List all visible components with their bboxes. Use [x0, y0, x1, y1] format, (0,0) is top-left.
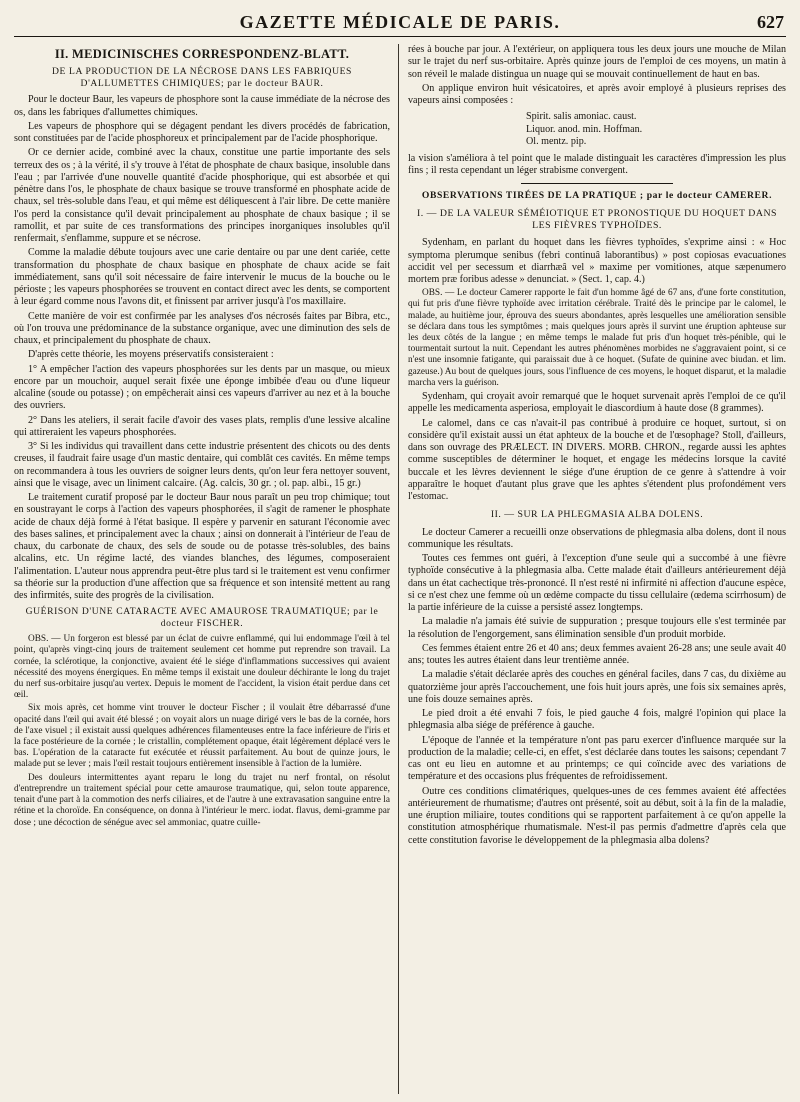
paragraph: Six mois après, cet homme vint trouver le docteur Fischer ; il voulait être débarrassé d'une opacité dans l'œil qui avait été blessé ; on voyait alors un nuage dirigé vers le bas de la cornée, hors de l'axe visuel ; il existait aussi quelques adhérences filamenteuses entre la face inférieure de l'iris et la face postérieure de la cornée ; le cristallin, complétement opaque, était légèrement déplacé vers le bas. L'opération de la cataracte fut exécutée et réussit parfaitement. Au bout de quinze jours, le malade put se lever ; mais l'œil restait toujours entièrement insensible à l'action de la lumière. — [14, 703, 390, 770]
journal-title: GAZETTE MÉDICALE DE PARIS. — [239, 12, 561, 32]
paragraph: Le pied droit a été envahi 7 fois, le pied gauche 4 fois, malgré l'opinion qui place la phlegmasia alba siége de préférence à gauche. — [408, 708, 786, 732]
divider — [521, 183, 672, 184]
paragraph: La maladie s'était déclarée après des couches en général faciles, dans 7 cas, du dixième au quatorzième jour après l'accouchement, une fois huit jours après, une fois six semaines après, une fois douze semaines après. — [408, 669, 786, 705]
paragraph: la vision s'améliora à tel point que le malade distinguait les caractères d'impression les plus fins ; il resta cependant un léger strabisme convergent. — [408, 152, 786, 176]
subsection-title-hoquet: I. — DE LA VALEUR SÉMÉIOTIQUE ET PRONOSTIQUE DU HOQUET DANS LES FIÈVRES TYPHOÏDES. — [417, 207, 777, 231]
formula-line: Ol. mentz. pip. — [526, 136, 587, 148]
paragraph: Pour le docteur Baur, les vapeurs de phosphore sont la cause immédiate de la nécrose des os, dans les fabriques d'allumettes chimiques. — [14, 94, 390, 118]
paragraph: Comme la maladie débute toujours avec une carie dentaire ou par une dent cariée, cette transformation du phosphate de chaux basique en phosphate de chaux acide se fait immédiatement, sans qu'il soit nécessaire de faire intervenir le mucus de la bouche ou le périoste ; les vapeurs phosphorées se trouvent en contact direct avec les dents, se comportent à leur égard comme nous l'avons dit, et finissent par arriver jusqu'à l'os maxillaire. — [14, 247, 390, 308]
paragraph: On applique environ huit vésicatoires, et après avoir employé à plusieurs reprises des vapeurs ainsi composées : — [408, 82, 786, 106]
paragraph: OBS. — Un forgeron est blessé par un éclat de cuivre enflammé, qui lui endommage l'œil à tel point, qu'après vingt-cinq jours de traitement seulement cet homme put reprendre son travail. La cornée, la sclérotique, la conjonctive, avaient été le siége d'inflammations successives qui avaient nécessité des moyens énergiques. En même temps il existait une douleur déchirante le long du trajet du nerf sus-orbitaire jusqu'au vertex. Depuis le moment de l'accident, la vision était perdue dans cet œil. — [14, 634, 390, 701]
paragraph: 3° Si les individus qui travaillent dans cette industrie présentent des chicots ou des dents creuses, il faudrait faire usage d'un mastic dentaire, qui comblât ces cavités. En même temps on recommandera à tous les ouvriers de soigner leurs dents, qu'on leur fera nettoyer souvent, ainsi que le visage, avec un liniment calcaire. (Ag. calcis, 30 gr. ; ol. pap. albi., 15 gr.) — [14, 441, 390, 489]
paragraph: Le docteur Camerer a recueilli onze observations de phlegmasia alba dolens, dont il nous communique les résultats. — [408, 526, 786, 550]
paragraph: Sydenham, qui croyait avoir remarqué que le hoquet survenait après l'emploi de ce qu'il appelle les medicamenta asperiosa, employait le diascordium à haute dose (8 grammes). — [408, 391, 786, 415]
paragraph: 1° A empêcher l'action des vapeurs phosphorées sur les dents par un masque, ou mieux encore par un mouchoir, auquel serait fixée une éponge imbibée d'eau ou d'une liqueur alcaline (soude ou potasse) ; on empêcherait ainsi ces vapeurs d'arriver au nez et à la bouche des ouvriers. — [14, 363, 390, 412]
paragraph: Or ce dernier acide, combiné avec la chaux, constitue une partie importante des sels terreux des os ; à la vérité, il s'y trouve à l'état de phosphate de chaux basique, insoluble dans l'eau ; par l'arrivée d'une nouvelle quantité d'acide phosphorique, qui est absorbée et qui pénètre dans l'os, le phosphate de chaux basique se trouve transformé en phosphate acide de chaux, sel très-soluble dans l'eau, et qui même est déliquescent à l'air libre. De cette manière l'os perd la consistance qu'il devait principalement au phosphate de chaux basique ; il se ramollit, et par suite de ces transformations des principes inorganiques insolubles qu'il renfermait, s'enflamme, suppure et se nécrose. — [14, 147, 390, 244]
paragraph: Les vapeurs de phosphore qui se dégagent pendant les divers procédés de fabrication, sont constituées par de l'acide phosphoreux et principalement par de l'acide phosphorique. — [14, 120, 390, 144]
paragraph: Le traitement curatif proposé par le docteur Baur nous paraît un peu trop chimique; tout en soustrayant le corps à l'action des vapeurs phosphorées, il s'agit de ramener le phosphate acide de chaux déjà formé à l'état basique. Il espère y parvenir en saturant l'économie avec des bases salines, et principalement avec la chaux ; ainsi on donnerait à l'intérieur de l'eau de chaux, du carbonate de chaux, des sels de soude ou de potasse très-solubles, des bains alcalins, etc. Un régime lacté, des viandes blanches, des légumes, composeraient l'alimentation. L'auteur nous apprendra peut-être plus tard si le traitement est venu confirmer sa théorie sur la production d'une affection que sa fréquence et son intensité mettent au rang des infirmités, suite des progrès de la civilisation. — [14, 492, 390, 601]
running-head — [14, 10, 786, 37]
paragraph: Ces femmes étaient entre 26 et 40 ans; deux femmes avaient 26-28 ans; une seule avait 40 ans; toutes les autres étaient dans leur trentième année. — [408, 642, 786, 667]
article-title-cataracte: GUÉRISON D'UNE CATARACTE AVEC AMAUROSE TRAUMATIQUE; par le docteur FISCHER. — [25, 606, 379, 629]
paragraph: 2° Dans les ateliers, il serait facile d'avoir des vases plats, remplis d'une lessive alcaline qui attireraient les vapeurs phosphorées. — [14, 414, 390, 438]
left-column — [14, 44, 390, 1094]
article-title-necrose: DE LA PRODUCTION DE LA NÉCROSE DANS LES FABRIQUES D'ALLUMETTES CHIMIQUES; par le docteur BAUR. — [52, 66, 352, 89]
section-title-camerer: OBSERVATIONS TIRÉES DE LA PRATIQUE ; par le docteur CAMERER. — [421, 190, 773, 202]
paragraph: L'époque de l'année et la température n'ont pas paru exercer d'influence marquée sur la production de la maladie; celle-ci, en effet, s'est déclarée dans toutes les saisons; cependant 7 cas ont eu lieu en automne et au printemps; ce qui coïncide avec des variations de température et des occasions plus fréquentes de refroidissement. — [408, 734, 786, 783]
formula-line: Liquor. anod. min. Hoffman. — [526, 123, 643, 135]
paragraph: Le calomel, dans ce cas n'avait-il pas contribué à produire ce hoquet, surtout, si on considère qu'il existait aussi un état aphteux de la bouche et de l'œsophage? Stoll, d'ailleurs, dans son ouvrage des PRÆLECT. IN DIVERS. MORB. CHRON., regarde aussi les aphtes comme susceptibles de déterminer le hoquet, et engage les médecins lorsque la cavité buccale et les lèvres deviennent le siége d'une éruption de ce genre à s'attendre à voir apparaître le hoquet d'autant plus grave que les aphtes s'étendent plus profondément vers l'estomac. — [408, 417, 786, 503]
observation: OBS. — Le docteur Camerer rapporte le fait d'un homme âgé de 67 ans, d'une forte constitution, qui fut pris d'une fièvre typhoïde avec irritation cérébrale. Traité dès le principe par le calomel, le malade, au huitième jour, éprouva des sueurs abondantes, après lesquelles une amélioration sensible se déclara dans tous les symptômes ; mais quelques jours après il survint une éruption aphteuse sur les deux côtés de la langue ; en même temps le malade fut pris d'un hoquet très-pénible, qui le tourmentait surtout la nuit. Cependant les autres phénomènes morbides ne s'aggravaient point, si ce n'est une insomnie fatigante, qui paraissait due à ce hoquet. (Sufate de quinine avec biudan. et lim. gazeuse.) Au bout de quelques jours, sous l'influence de ces moyens, le hoquet disparut, et la maladie marcha vers la guérison. — [408, 288, 786, 388]
paragraph: Toutes ces femmes ont guéri, à l'exception d'une seule qui a succombé à une fièvre typhoïde consécutive à la phlegmasia alba. Cette malade était d'ailleurs antérieurement déjà dans un état cachectique très-prononcé. Il n'est resté ni infirmité ni affection d'aucune espèce, si ce n'est chez une femme où un œdème compacte du tissu cellulaire (œdema scirrhosum) de la partie inférieure de la cuisse a persisté assez longtemps. — [408, 553, 786, 614]
formula — [526, 111, 786, 149]
paragraph: Outre ces conditions climatériques, quelques-unes de ces femmes avaient été affectées antérieurement de rhumatisme; d'autres ont présenté, soit au début, soit à la fin de la maladie, une éruption miliaire, toutes conditions qui se rapportent parfaitement à ce qu'on appelle la constitution atmosphérique rhumatismale. N'est-il pas permis d'admettre d'après cela que cette constitution favorise le développement de la phlegmasia alba dolens? — [408, 785, 786, 846]
paragraph: Des douleurs intermittentes ayant reparu le long du trajet nu nerf frontal, on résolut d'entreprendre un traitement spécial pour cette amaurose traumatique, qui, selon toute apparence, tenait d'une part à la commotion des nerfs ciliaires, et de l'autre à une extravasation sanguine entre la rétine et la choroïde. En conséquence, on donna à l'intérieur le merc. iodat. flavus, demi-gramme par dose ; une décoction de sénégue avec sel ammoniac, quatre cuille- — [14, 772, 390, 828]
formula-line: Spirit. salis amoniac. caust. — [526, 111, 637, 123]
paragraph: Cette manière de voir est confirmée par les analyses d'os nécrosés faites par Bibra, etc., où l'on trouva une prédominance de la substance organique, avec une diminution des sels de chaux, et principalement du phosphate de chaux. — [14, 310, 390, 346]
paragraph: La maladie n'a jamais été suivie de suppuration ; presque toujours elle s'est terminée par la résolution de l'engorgement, sans élimination sensible d'un produit morbide. — [408, 616, 786, 640]
paragraph: D'après cette théorie, les moyens préservatifs consisteraient : — [28, 349, 274, 361]
subsection-title-phlegmasia: II. — SUR LA PHLEGMASIA ALBA DOLENS. — [490, 509, 704, 521]
section-title: II. MEDICINISCHES CORRESPONDENZ-BLATT. — [54, 47, 350, 61]
paragraph: rées à bouche par jour. A l'extérieur, on appliquera tous les deux jours une mouche de Milan sur le trajet du nerf sus-orbitaire. Après quinze jours de l'emploi de ces moyens, un matin à son réveil le malade distingua un nuage qui se mouvait continuellement de haut en bas. — [408, 44, 786, 80]
quote: Sydenham, en parlant du hoquet dans les fièvres typhoïdes, s'exprime ainsi : « Hoc symptoma plerumque senibus (febri continuâ laborantibus) » post copiosas evacuationes accidit vel per secessum et diarrhæâ vel » maxime per vomitiones, atque sæpenumero mortem præ foribus adesse » denunciat. » (Sect. 1, cap. 4.) — [408, 237, 786, 285]
column-divider — [398, 44, 399, 1094]
page-number: 627 — [757, 12, 784, 32]
right-column — [408, 44, 786, 1094]
